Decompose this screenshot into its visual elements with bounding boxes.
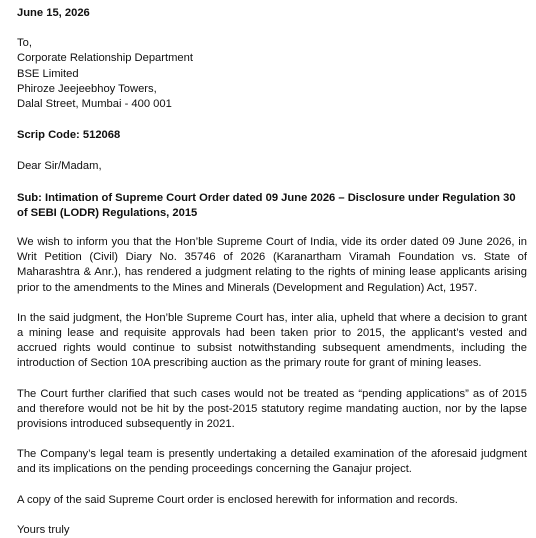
address-line-department: Corporate Relationship Department — [17, 52, 193, 65]
body-paragraph-4: The Company’s legal team is presently undertaking a detailed examination of the aforesaid judgment and its implications on the pending proceedings concerning the Ganajur project. — [17, 448, 527, 476]
address-line-company: BSE Limited — [17, 67, 79, 80]
subject-line: Sub: Intimation of Supreme Court Order dated 09 June 2026 – Disclosure under Regulation 30 of SEBI (LODR) Regulations, 2015 — [17, 191, 516, 219]
body-paragraph-5: A copy of the said Supreme Court order is enclosed herewith for information and records. — [17, 493, 458, 506]
salutation: Dear Sir/Madam, — [17, 160, 102, 173]
address-line-building: Phiroze Jeejeebhoy Towers, — [17, 82, 157, 95]
body-paragraph-2: In the said judgment, the Hon’ble Supreme Court has, inter alia, upheld that where a decision to grant a mining lease and requisite approvals had been taken prior to 2015, the applicant’s vested and accrued rights would continue to subsist notwithstanding subsequent amendments, including the introduction of Section 10A prescribing auction as the primary route for grant of mining leases. — [17, 311, 527, 370]
to-line: To, — [17, 37, 32, 50]
letter-date: June 15, 2026 — [17, 7, 90, 19]
body-paragraph-3: The Court further clarified that such cases would not be treated as “pending applications” as of 2015 and therefore would not be hit by the post-2015 statutory regime mandating auction, nor by the lapse provisions introduced subsequently in 2021. — [17, 387, 527, 431]
recipient-address — [17, 36, 527, 112]
closing-line: Yours truly — [17, 523, 70, 536]
body-paragraph-1: We wish to inform you that the Hon’ble Supreme Court of India, vide its order dated 09 June 2026, in Writ Petition (Civil) Diary No. 35746 of 2026 (Karanartham Viramah Foundation vs. State of Maharashtra & Anr.), has rendered a judgment relating to the rights of mining lease applicants arising prior to the amendments to the Mines and Minerals (Development and Regulation) Act, 1957. — [17, 236, 527, 294]
address-line-street: Dalal Street, Mumbai - 400 001 — [17, 98, 172, 111]
letter-page — [17, 6, 527, 538]
scrip-code: Scrip Code: 512068 — [17, 129, 121, 142]
